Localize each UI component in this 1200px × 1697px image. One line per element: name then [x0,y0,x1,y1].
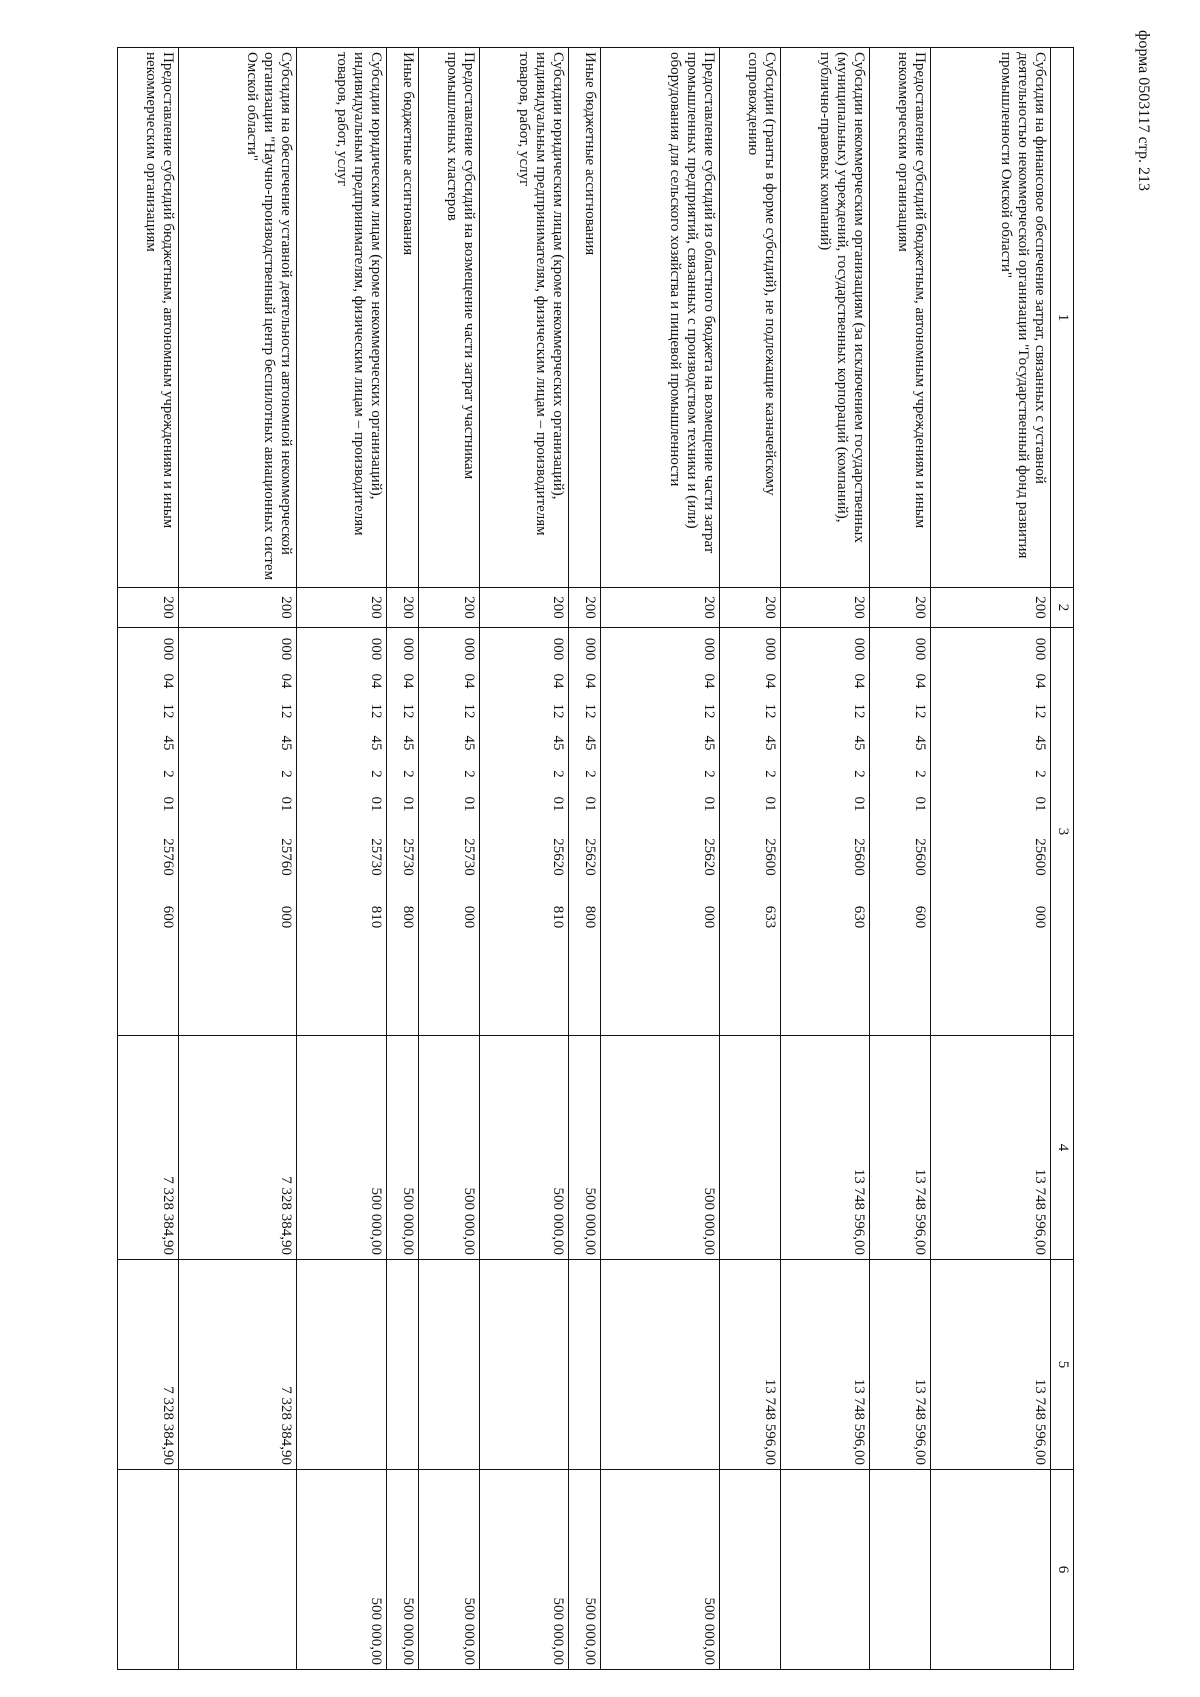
budget-code-part: 810 [368,905,385,929]
row-line-code: 200 [930,588,1050,628]
budget-code-part: 04 [911,673,928,689]
row-amount-col5 [479,1260,569,1470]
budget-code-part: 800 [399,905,416,929]
column-header-6: 6 [1051,1470,1074,1670]
row-amount-col5: 13 748 596,00 [870,1260,931,1470]
row-budget-code [601,628,720,1036]
budget-code-part: 45 [460,735,477,751]
budget-code-part: 2 [159,770,176,778]
row-amount-col5: 13 748 596,00 [719,1260,780,1470]
column-header-1: 1 [1051,48,1074,588]
budget-code-part: 12 [278,703,295,719]
row-name: Предоставление субсидий бюджетным, автономным учреждениям и иным некоммерческим организациям [118,48,179,588]
budget-code-part: 01 [159,796,176,812]
row-amount-col6: 500 000,00 [601,1470,720,1670]
budget-code-part: 04 [159,673,176,689]
row-amount-col6: 500 000,00 [387,1470,419,1670]
row-budget-code [418,628,479,1036]
budget-code-part: 12 [1032,703,1048,719]
column-header-5: 5 [1051,1260,1074,1470]
budget-code-parts [460,632,477,1031]
budget-code-parts [367,632,384,1031]
budget-code-part: 12 [700,703,717,719]
budget-code-part: 000 [1032,637,1048,661]
budget-code-part: 12 [582,703,599,719]
budget-code-parts [399,632,416,1031]
row-line-code: 200 [870,588,931,628]
budget-code-part: 45 [761,735,778,751]
row-name: Субсидии юридическим лицам (кроме некоммерческих организаций), индивидуальным предпринимателям, физическим лицам – производителям товаров, работ, услуг [297,48,387,588]
row-amount-col4: 500 000,00 [418,1036,479,1260]
budget-code-part: 2 [582,770,599,778]
budget-code-part: 04 [460,673,477,689]
budget-code-part: 01 [460,796,477,812]
row-budget-code [479,628,569,1036]
row-amount-col4: 13 748 596,00 [930,1036,1050,1260]
column-header-2: 2 [1051,588,1074,628]
row-name: Субсидия на обеспечение уставной деятельности автономной некоммерческой организации "Научно-производственный центр беспилотных авиационных систем Омской области" [178,48,297,588]
row-line-code: 200 [780,588,870,628]
budget-code-part: 01 [550,796,567,812]
budget-code-part: 12 [399,703,416,719]
budget-code-part: 2 [700,770,717,778]
row-amount-col4: 7 328 384,90 [118,1036,179,1260]
budget-code-part: 12 [550,703,567,719]
table-row [178,48,297,1670]
budget-code-part: 45 [368,735,385,751]
budget-code-part: 2 [1032,770,1048,778]
budget-code-part: 45 [911,735,928,751]
table-row [297,48,387,1670]
budget-code-part: 01 [761,796,778,812]
budget-code-part: 25730 [399,838,416,876]
budget-code-part: 01 [278,796,295,812]
row-budget-code [780,628,870,1036]
budget-code-part: 2 [851,770,868,778]
row-amount-col4: 7 328 384,90 [178,1036,297,1260]
budget-code-parts [761,632,778,1031]
row-line-code: 200 [479,588,569,628]
budget-code-part: 12 [368,703,385,719]
row-amount-col4: 13 748 596,00 [870,1036,931,1260]
row-line-code: 200 [387,588,419,628]
budget-table [117,47,1074,1670]
budget-code-part: 000 [700,637,717,661]
budget-code-part: 45 [399,735,416,751]
row-amount-col5 [297,1260,387,1470]
budget-code-part: 12 [159,703,176,719]
budget-code-part: 2 [399,770,416,778]
table-row [569,48,601,1670]
budget-code-part: 45 [550,735,567,751]
budget-code-part: 01 [582,796,599,812]
row-amount-col6 [118,1470,179,1670]
budget-code-part: 25730 [368,838,385,876]
budget-code-part: 04 [851,673,868,689]
budget-code-part: 45 [278,735,295,751]
budget-code-part: 810 [550,905,567,929]
budget-code-parts [549,632,566,1031]
budget-code-parts [850,632,867,1031]
table-row [719,48,780,1670]
budget-code-part: 01 [851,796,868,812]
budget-code-part: 12 [761,703,778,719]
budget-code-part: 25600 [851,838,868,876]
budget-code-part: 2 [761,770,778,778]
row-budget-code [930,628,1050,1036]
row-amount-col6 [178,1470,297,1670]
budget-code-part: 000 [911,637,928,661]
budget-code-part: 000 [278,905,295,929]
row-amount-col5 [387,1260,419,1470]
row-line-code: 200 [719,588,780,628]
row-amount-col6 [780,1470,870,1670]
row-name: Иные бюджетные ассигнования [387,48,419,588]
row-amount-col4: 500 000,00 [569,1036,601,1260]
budget-code-part: 25620 [582,838,599,876]
table-body [118,48,1051,1670]
row-amount-col6 [870,1470,931,1670]
budget-code-part: 000 [399,637,416,661]
row-budget-code [297,628,387,1036]
row-name: Субсидия на финансовое обеспечение затрат, связанных с уставной деятельностью некоммерческой организации "Государственный фонд развития промышленности Омской области" [930,48,1050,588]
budget-code-part: 633 [761,905,778,929]
row-amount-col5 [418,1260,479,1470]
budget-code-part: 000 [1032,905,1048,929]
column-header-4: 4 [1051,1036,1074,1260]
row-line-code: 200 [118,588,179,628]
budget-code-part: 000 [368,637,385,661]
budget-code-part: 000 [460,637,477,661]
table-row [418,48,479,1670]
budget-code-part: 2 [278,770,295,778]
row-name: Предоставление субсидий из областного бюджета на возмещение части затрат промышленных предприятий, связанных с производством техники и (или) оборудования для сельского хозяйства и пищевой промышленности [601,48,720,588]
table-row [780,48,870,1670]
budget-code-part: 000 [761,637,778,661]
budget-code-part: 12 [460,703,477,719]
budget-code-part: 2 [368,770,385,778]
table-row [930,48,1050,1670]
row-amount-col4: 500 000,00 [297,1036,387,1260]
budget-code-part: 04 [582,673,599,689]
row-name: Субсидии некоммерческим организациям (за исключением государственных (муниципальных) учреждений, государственных корпораций (компаний), публично-правовых компаний) [780,48,870,588]
budget-code-part: 25760 [159,838,176,876]
budget-code-part: 600 [159,905,176,929]
budget-code-part: 04 [368,673,385,689]
budget-code-part: 25760 [278,838,295,876]
budget-code-part: 25730 [460,838,477,876]
budget-code-parts [581,632,598,1031]
budget-code-part: 000 [159,637,176,661]
budget-code-part: 01 [911,796,928,812]
column-header-3: 3 [1051,628,1074,1036]
budget-code-part: 600 [911,905,928,929]
budget-code-part: 2 [550,770,567,778]
row-budget-code [719,628,780,1036]
budget-code-part: 000 [700,905,717,929]
budget-code-part: 000 [460,905,477,929]
budget-code-part: 2 [911,770,928,778]
row-budget-code [870,628,931,1036]
row-line-code: 200 [297,588,387,628]
row-budget-code [118,628,179,1036]
table-row [118,48,179,1670]
budget-code-part: 630 [851,905,868,929]
budget-code-part: 12 [911,703,928,719]
row-amount-col5: 13 748 596,00 [780,1260,870,1470]
budget-code-part: 45 [159,735,176,751]
row-name: Иные бюджетные ассигнования [569,48,601,588]
budget-code-parts [159,632,176,1031]
budget-code-part: 45 [1032,735,1048,751]
row-amount-col4: 13 748 596,00 [780,1036,870,1260]
budget-code-part: 04 [1032,673,1048,689]
budget-code-part: 25620 [550,838,567,876]
budget-code-parts [911,632,928,1031]
row-name: Субсидии (гранты в форме субсидий), не подлежащие казначейскому сопровождению [719,48,780,588]
table-row [870,48,931,1670]
budget-code-part: 000 [550,637,567,661]
budget-code-part: 000 [278,637,295,661]
row-budget-code [569,628,601,1036]
budget-code-part: 01 [1032,796,1048,812]
form-label-text: форма 0503117 стр. 213 [1135,30,1152,191]
row-amount-col4: 500 000,00 [387,1036,419,1260]
budget-code-part: 45 [582,735,599,751]
budget-code-part: 04 [550,673,567,689]
budget-code-part: 01 [399,796,416,812]
budget-code-part: 12 [851,703,868,719]
table-row [479,48,569,1670]
row-amount-col5: 7 328 384,90 [118,1260,179,1470]
row-line-code: 200 [418,588,479,628]
budget-code-parts [700,632,717,1031]
row-line-code: 200 [569,588,601,628]
budget-code-part: 45 [700,735,717,751]
budget-code-part: 800 [582,905,599,929]
row-line-code: 200 [601,588,720,628]
row-amount-col5 [569,1260,601,1470]
row-amount-col6: 500 000,00 [418,1470,479,1670]
row-amount-col6: 500 000,00 [297,1470,387,1670]
budget-code-part: 04 [700,673,717,689]
row-amount-col5: 7 328 384,90 [178,1260,297,1470]
row-amount-col4: 500 000,00 [479,1036,569,1260]
budget-code-parts [277,632,294,1031]
budget-code-part: 01 [700,796,717,812]
budget-code-part: 25600 [761,838,778,876]
table-row [387,48,419,1670]
budget-code-part: 04 [761,673,778,689]
row-amount-col6 [719,1470,780,1670]
budget-code-part: 04 [399,673,416,689]
row-amount-col6 [930,1470,1050,1670]
row-amount-col6: 500 000,00 [479,1470,569,1670]
table-row [601,48,720,1670]
budget-code-part: 000 [851,637,868,661]
budget-code-part: 2 [460,770,477,778]
column-number-row [1051,48,1074,1670]
budget-code-part: 25600 [911,838,928,876]
budget-code-part: 04 [278,673,295,689]
row-amount-col4 [719,1036,780,1260]
row-budget-code [178,628,297,1036]
report-sheet [117,47,1074,1669]
budget-code-part: 45 [851,735,868,751]
row-amount-col4: 500 000,00 [601,1036,720,1260]
budget-code-part: 01 [368,796,385,812]
row-line-code: 200 [178,588,297,628]
budget-code-part: 25600 [1032,838,1048,876]
row-budget-code [387,628,419,1036]
row-name: Предоставление субсидий бюджетным, автономным учреждениям и иным некоммерческим организациям [870,48,931,588]
row-name: Субсидии юридическим лицам (кроме некоммерческих организаций), индивидуальным предпринимателям, физическим лицам – производителям товаров, работ, услуг [479,48,569,588]
row-amount-col6: 500 000,00 [569,1470,601,1670]
budget-code-parts [1031,632,1048,1031]
budget-code-part: 000 [582,637,599,661]
row-amount-col5 [601,1260,720,1470]
row-amount-col5: 13 748 596,00 [930,1260,1050,1470]
budget-code-part: 25620 [700,838,717,876]
row-name: Предоставление субсидий на возмещение части затрат участникам промышленных кластеров [418,48,479,588]
